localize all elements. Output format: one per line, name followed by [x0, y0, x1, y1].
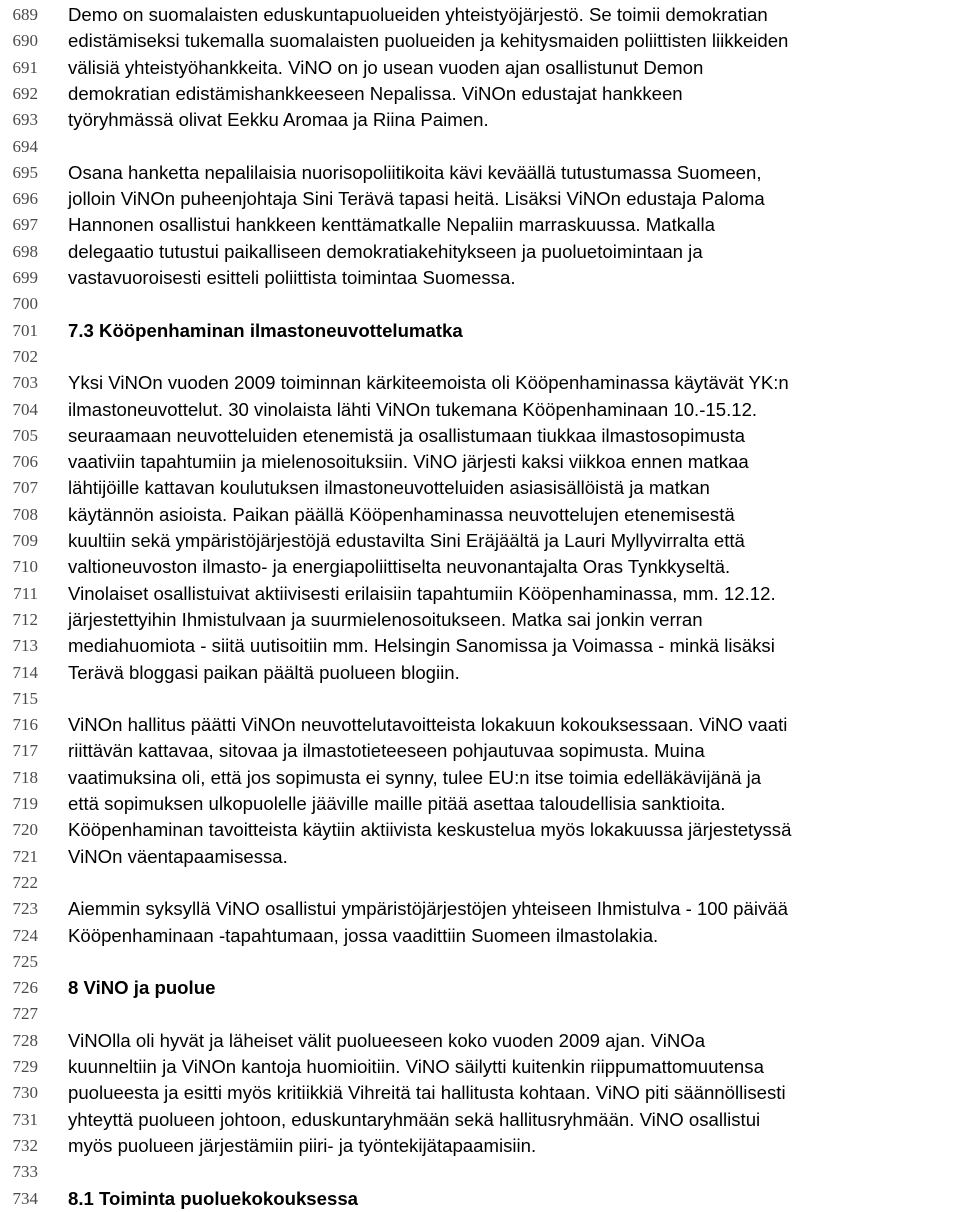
line-number: 689 — [12, 5, 38, 24]
paragraph-line: delegaatio tutustui paikalliseen demokratiakehitykseen ja puoluetoimintaan ja — [68, 240, 703, 262]
paragraph-line: seuraamaan neuvotteluiden etenemistä ja osallistumaan tiukkaa ilmastosopimusta — [68, 424, 745, 446]
paragraph-line: ViNOlla oli hyvät ja läheiset välit puolueeseen koko vuoden 2009 ajan. ViNOa — [68, 1029, 706, 1051]
line-number: 721 — [12, 846, 38, 866]
line-number: 706 — [12, 452, 38, 472]
paragraph-line: Osana hanketta nepalilaisia nuorisopoliitikoita kävi keväällä tutustumassa Suomeen, — [68, 161, 762, 183]
paragraph-line: Yksi ViNOn vuoden 2009 toiminnan kärkiteemoista oli Kööpenhaminassa käytävät YK:n — [68, 372, 789, 394]
paragraph-line: Vinolaiset osallistuivat aktiivisesti erilaisiin tapahtumiin Kööpenhaminassa, mm. 12.12. — [68, 582, 776, 604]
line-number: 701 — [12, 320, 38, 340]
paragraph-line: työryhmässä olivat Eekku Aromaa ja Riina Paimen. — [68, 109, 489, 131]
line-number: 725 — [12, 951, 38, 971]
line-number: 705 — [12, 425, 38, 445]
paragraph-line: jolloin ViNOn puheenjohtaja Sini Terävä tapasi heitä. Lisäksi ViNOn edustaja Paloma — [68, 188, 765, 210]
line-number: 734 — [12, 1188, 38, 1208]
section-heading: 7.3 Kööpenhaminan ilmastoneuvottelumatka — [68, 319, 463, 341]
line-number: 714 — [12, 662, 38, 682]
paragraph-line: järjestettyihin Ihmistulvaan ja suurmielenosoitukseen. Matka sai jonkin verran — [68, 608, 703, 630]
paragraph-line: Kööpenhaminan tavoitteista käytiin aktiivista keskustelua myös lokakuussa järjestetyssä — [68, 819, 792, 841]
paragraph-line: myös puolueen järjestämiin piiri- ja työntekijätapaamisiin. — [68, 1134, 537, 1156]
line-number: 697 — [12, 215, 38, 235]
paragraph-line: ilmastoneuvottelut. 30 vinolaista lähti ViNOn tukemana Kööpenhaminaan 10.-15.12. — [68, 398, 758, 420]
line-number: 694 — [12, 136, 38, 156]
line-number: 719 — [12, 794, 38, 813]
paragraph-line: vaativiin tapahtumiin ja mielenosoituksiin. ViNO järjesti kaksi viikkoa ennen matkaa — [68, 451, 749, 473]
section-heading: 8 ViNO ja puolue — [68, 977, 216, 999]
line-number: 718 — [12, 767, 38, 787]
paragraph-line: kuultiin sekä ympäristöjärjestöjä edustavilta Sini Eräjäältä ja Lauri Myllyvirralta että — [68, 530, 745, 551]
line-number: 713 — [12, 636, 38, 656]
line-number: 731 — [12, 1109, 38, 1129]
paragraph-line: välisiä yhteistyöhankkeita. ViNO on jo usean vuoden ajan osallistunut Demon — [68, 56, 704, 78]
line-number: 707 — [12, 478, 38, 498]
line-number: 732 — [12, 1135, 38, 1155]
paragraph-line: riittävän kattavaa, sitovaa ja ilmastotieteeseen pohjautuvaa sopimusta. Muina — [68, 740, 705, 762]
line-number: 730 — [12, 1083, 38, 1103]
line-number: 727 — [12, 1004, 38, 1024]
line-number: 728 — [12, 1030, 38, 1050]
line-number: 720 — [12, 820, 38, 840]
line-number: 700 — [12, 294, 38, 314]
paragraph-line: että sopimuksen ulkopuolelle jääville maille pitää asettaa taloudellisia sanktioita. — [68, 793, 726, 814]
paragraph-line: vaatimuksina oli, että jos sopimusta ei synny, tulee EU:n itse toimia edelläkävijänä ja — [68, 766, 762, 788]
line-number: 724 — [12, 925, 38, 945]
line-number: 715 — [12, 688, 38, 708]
line-number: 716 — [12, 715, 38, 735]
paragraph-line: kuunneltiin ja ViNOn kantoja huomioitiin. ViNO säilytti kuitenkin riippumattomuutensa — [68, 1056, 764, 1077]
paragraph-line: edistämiseksi tukemalla suomalaisten puolueiden ja kehitysmaiden poliittisten liikkeiden — [68, 30, 789, 52]
paragraph-line: Kööpenhaminaan -tapahtumaan, jossa vaadittiin Suomeen ilmastolakia. — [68, 924, 659, 946]
line-number: 691 — [12, 57, 38, 77]
paragraph-line: käytännön asioista. Paikan päällä Kööpenhaminassa neuvottelujen etenemisestä — [68, 503, 735, 525]
paragraph-line: ViNOn väentapaamisessa. — [68, 845, 288, 867]
paragraph-line: mediahuomiota - siitä uutisoitiin mm. Helsingin Sanomissa ja Voimassa - minkä lisäksi — [68, 635, 775, 657]
paragraph-line: vastavuoroisesti esitteli poliittista toimintaa Suomessa. — [68, 267, 516, 288]
line-number: 699 — [12, 268, 38, 287]
line-number: 695 — [12, 162, 38, 182]
line-number: 729 — [12, 1057, 38, 1076]
line-number: 693 — [12, 110, 38, 130]
line-number: 723 — [12, 899, 38, 919]
paragraph-line: valtioneuvoston ilmasto- ja energiapoliittiselta neuvonantajalta Oras Tynkkyseltä. — [68, 556, 731, 578]
line-number: 726 — [12, 978, 38, 998]
paragraph-line: lähtijöille kattavan koulutuksen ilmastoneuvotteluiden asiasisällöistä ja matkan — [68, 477, 710, 499]
line-number: 690 — [12, 31, 38, 51]
section-heading: 8.1 Toiminta puoluekokouksessa — [68, 1187, 359, 1209]
line-number: 703 — [12, 373, 38, 393]
line-number: 733 — [12, 1162, 38, 1182]
line-number: 696 — [12, 189, 38, 209]
paragraph-line: Demo on suomalaisten eduskuntapuolueiden yhteistyöjärjestö. Se toimii demokratian — [68, 4, 768, 25]
line-number: 692 — [12, 83, 38, 103]
line-number: 722 — [12, 872, 38, 892]
paragraph-line: Aiemmin syksyllä ViNO osallistui ympäristöjärjestöjen yhteiseen Ihmistulva - 100 päivää — [68, 898, 788, 920]
line-number: 710 — [12, 557, 38, 577]
paragraph-line: Hannonen osallistui hankkeen kenttämatkalle Nepaliin marraskuussa. Matkalla — [68, 214, 715, 236]
line-number: 709 — [12, 531, 38, 550]
line-number: 704 — [12, 399, 38, 419]
line-number: 702 — [12, 346, 38, 366]
paragraph-line: ViNOn hallitus päätti ViNOn neuvottelutavoitteista lokakuun kokouksessaan. ViNO vaati — [68, 714, 788, 736]
line-number: 708 — [12, 504, 38, 524]
line-number: 717 — [12, 741, 38, 761]
line-number: 698 — [12, 241, 38, 261]
paragraph-line: puolueesta ja esitti myös kritiikkiä Vihreitä tai hallitusta kohtaan. ViNO piti säännöllisesti — [68, 1082, 786, 1104]
line-number: 712 — [12, 609, 38, 629]
paragraph-line: demokratian edistämishankkeeseen Nepalissa. ViNOn edustajat hankkeen — [68, 82, 683, 104]
line-number: 711 — [13, 583, 38, 603]
paragraph-line: Terävä bloggasi paikan päältä puolueen blogiin. — [68, 661, 460, 683]
paragraph-line: yhteyttä puolueen johtoon, eduskuntaryhmään sekä hallitusryhmään. ViNO osallistui — [68, 1108, 761, 1130]
